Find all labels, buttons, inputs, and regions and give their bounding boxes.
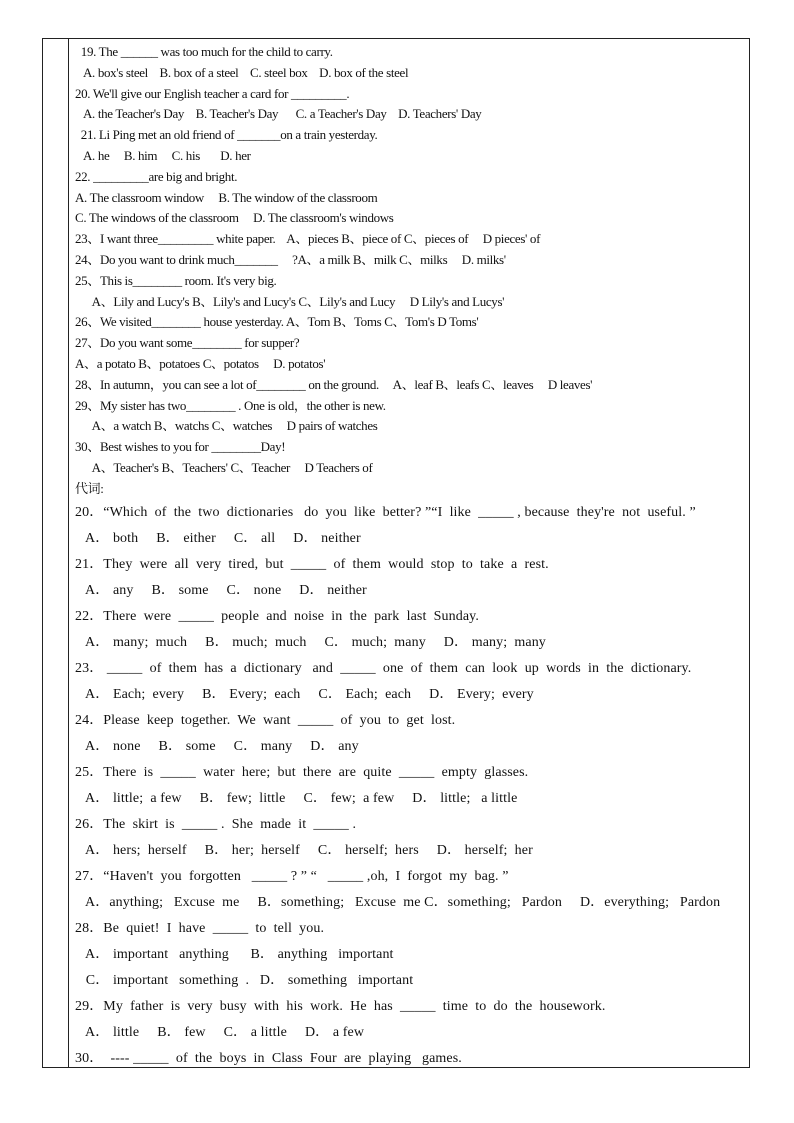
text-line: A． none B． some C． many D． any (75, 738, 359, 754)
text-line: C. The windows of the classroom D. The classroom's windows (75, 210, 394, 226)
text-line: 30、Best wishes to you for ________Day! (75, 439, 286, 455)
worksheet-table (42, 38, 750, 1068)
text-line: 26、We visited________ house yesterday. A、Tom B、Toms C、Tom's D Toms' (75, 314, 479, 330)
section-heading-pronouns: 代词: (75, 480, 104, 496)
text-line: 20．“Which of the two dictionaries do you like better? ”“I like _____ , because they're not useful. ” (75, 504, 696, 520)
text-line: A．anything; Excuse me B．something; Excuse me C．something; Pardon D．everything; Pardon (75, 894, 721, 910)
text-line: 28、In autumn，you can see a lot of________ on the ground. A、leaf B、leafs C、leaves D leaves' (75, 376, 593, 392)
text-line: A． important anything B． anything important (75, 946, 394, 962)
text-line: A. he B. him C. his D. her (75, 147, 251, 163)
text-line: 20. We'll give our English teacher a card for _________. (75, 85, 350, 101)
text-line: 24、Do you want to drink much_______ ?A、a milk B、milk C、milks D. milks' (75, 251, 506, 267)
text-line: A. The classroom window B. The window of the classroom (75, 189, 378, 205)
text-line: 25．There is _____ water here; but there are quite _____ empty glasses. (75, 764, 529, 780)
text-line: 21. Li Ping met an old friend of _______on a train yesterday. (75, 127, 378, 143)
text-line: 27、Do you want some________ for supper? (75, 335, 300, 351)
text-line: A． hers; herself B． her; herself C． herself; hers D． herself; her (75, 842, 533, 858)
text-line: A、a potato B、potatoes C、potatos D. potatos' (75, 355, 326, 371)
text-line: 28．Be quiet! I have _____ to tell you. (75, 920, 325, 936)
text-line: A． both B． either C． all D． neither (75, 530, 361, 546)
text-line: 23． _____ of them has a dictionary and _____ one of them can look up words in the dictionary. (75, 660, 692, 676)
text-line: 30． ---- _____ of the boys in Class Four are playing games. (75, 1050, 462, 1066)
text-line: 26．The skirt is _____ . She made it _____ . (75, 816, 357, 832)
text-line: 27．“Haven't you forgotten _____ ? ” “ _____ ,oh, I forgot my bag. ” (75, 868, 509, 884)
text-line: 24．Please keep together. We want _____ of you to get lost. (75, 712, 456, 728)
text-line: A． any B． some C． none D． neither (75, 582, 367, 598)
text-line: A、Lily and Lucy's B、Lily's and Lucy's C、Lily's and Lucy D Lily's and Lucys' (75, 293, 505, 309)
text-line: 29．My father is very busy with his work. He has _____ time to do the housework. (75, 998, 606, 1014)
text-line: A． Each; every B． Every; each C． Each; each D． Every; every (75, 686, 534, 702)
text-line: A、Teacher's B、Teachers' C、Teacher D Teachers of (75, 459, 373, 475)
pronoun-questions-section (75, 500, 745, 1072)
text-line: A、a watch B、watchs C、watches D pairs of watches (75, 418, 378, 434)
text-line: 19. The ______ was too much for the child to carry. (75, 44, 333, 59)
text-line: 25、This is________ room. It's very big. (75, 272, 277, 288)
text-line: 22. _________are big and bright. (75, 168, 238, 184)
text-line: A. the Teacher's Day B. Teacher's Day C. a Teacher's Day D. Teachers' Day (75, 106, 482, 122)
text-line: 22．There were _____ people and noise in the park last Sunday. (75, 608, 479, 624)
text-line: A. box's steel B. box of a steel C. steel box D. box of the steel (75, 64, 409, 80)
text-line: C． important something . D． something important (75, 972, 414, 988)
left-margin-column (43, 39, 69, 1067)
worksheet-content (75, 42, 745, 1072)
noun-questions-section (75, 42, 745, 500)
text-line: 29、My sister has two________ . One is old，the other is new. (75, 397, 386, 413)
text-line: A． many; much B． much; much C． much; many D． many; many (75, 634, 546, 650)
text-line: 21．They were all very tired, but _____ of them would stop to take a rest. (75, 556, 549, 572)
text-line: 23、I want three_________ white paper. A、pieces B、piece of C、pieces of D pieces' of (75, 231, 541, 247)
text-line: A． little; a few B． few; little C． few; a few D． little; a little (75, 790, 518, 806)
text-line: A． little B． few C． a little D． a few (75, 1024, 365, 1040)
